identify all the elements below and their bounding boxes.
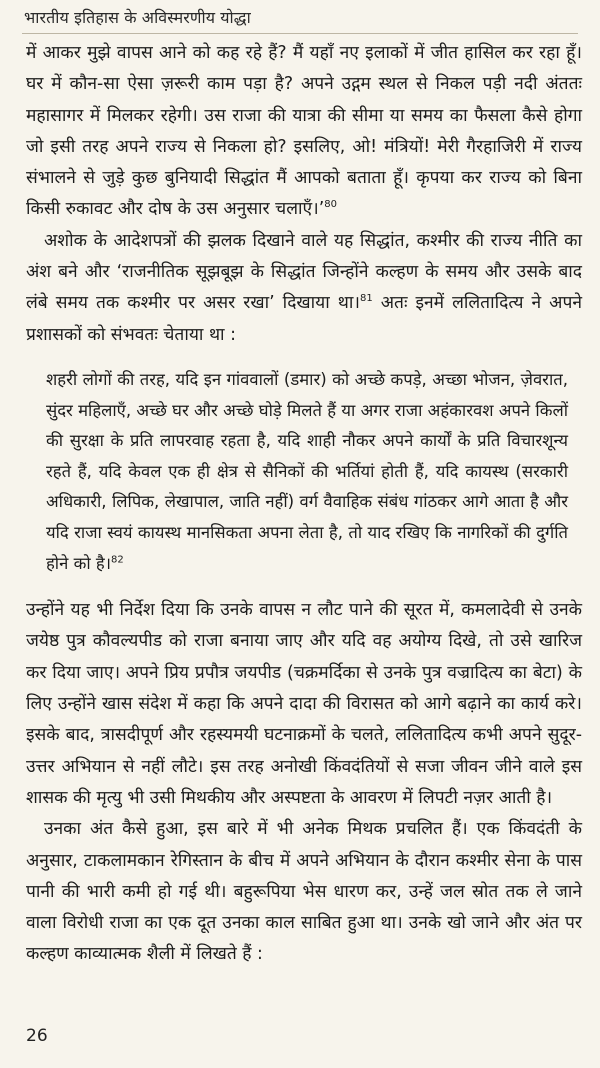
page-number: 26 — [26, 1026, 48, 1046]
paragraph-text-continued: अतः इनमें ललितादित्य ने अपने प्रशासकों को संभवतः चेताया था : — [26, 293, 582, 345]
paragraph-instructions: उन्होंने यह भी निर्देश दिया कि उनके वापस न लौट पाने की सूरत में, कमलादेवी से उनके जयेष्ठ पुत्र कौवल्यपीड को राजा बनाया जाए और यदि वह अयोग्य दिखे, तो उसे खारिज कर दिया जाए। अपने प्रिय प्रपौत्र जयपीड (चक्रमर्दिका से उनके पुत्र वज्रादित्य का बेटा) के लिए उन्होंने खास संदेश में कहा कि अपने दादा की विरासत को आगे बढ़ाने का कार्य करे। इसके बाद, त्रासदीपूर्ण और रहस्यमयी घटनाक्रमों के चलते, ललितादित्य कभी अपने सुदूर-उत्तर अभियान से नहीं लौटे। इस तरह अनोखी किंवदंतियों से सजा जीवन जीने वाले इस शासक की मृत्यु भी उसी मिथकीय और अस्पष्टता के आवरण में लिपटी नज़र आती है। — [26, 600, 582, 808]
paragraph-legend: उनका अंत कैसे हुआ, इस बारे में भी अनेक मिथक प्रचलित हैं। एक किंवदंती के अनुसार, टाकलामकान रेगिस्तान के बीच में अपने अभियान के दौरान कश्मीर सेना के पास पानी की भारी कमी हो गई थी। बहुरूपिया भेस धारण कर, उन्हें जल स्रोत तक ले जाने वाला विरोधी राजा का एक दूत उनका काल साबित हुआ था। उनके खो जाने और अंत पर कल्हण काव्यात्मक शैली में लिखते हैं : — [26, 819, 582, 965]
paragraph-text: अशोक के आदेशपत्रों की झलक दिखाने वाले यह सिद्धांत, कश्मीर की राज्य नीति का अंश बने और ‘राजनीतिक सूझबूझ के सिद्धांत जिन्होंने कल्हण के समय और उसके बाद लंबे समय तक कश्मीर पर असर रखा’ दिखाया था। — [26, 230, 582, 314]
footnote-ref: 80 — [324, 199, 337, 211]
running-header: भारतीय इतिहास के अविस्मरणीय योद्धा — [24, 8, 251, 27]
quote-text: शहरी लोगों की तरह, यदि इन गांववालों (डमार) को अच्छे कपड़े, अच्छा भोजन, ज़ेवरात, सुंदर महिलाएँ, अच्छे घर और अच्छे घोड़े मिलते हैं या अगर राजा अहंकारवश अपने किलों की सुरक्षा के प्रति लापरवाह रहता है, यदि शाही नौकर अपने कार्यों के प्रति विचारशून्य रहते हैं, यदि केवल एक ही क्षेत्र से सैनिकों की भर्तियां होती हैं, यदि कायस्थ (सरकारी अधिकारी, लिपिक, लेखापाल, जाति नहीं) वर्ग वैवाहिक संबंध गांठकर आगे आता है और यदि राजा स्वयं कायस्थ मानसिकता अपना लेता है, तो याद रखिए कि नागरिकों की दुर्गति होने को है। — [46, 369, 568, 573]
paragraph-text: में आकर मुझे वापस आने को कह रहे हैं? मैं यहाँ नए इलाकों में जीत हासिल कर रहा हूँ। घर में कौन-सा ऐसा ज़रूरी काम पड़ा है? अपने उद्गम स्थल से निकल पड़ी नदी अंततः महासागर में मिलकर रहेगी। उस राजा की यात्रा की सीमा या समय का फैसला कैसे होगा जो इसी तरह अपने राज्य से निकला हो? इसलिए, ओ! मंत्रियों! मेरी गैरहाजिरी में राज्य संभालने से जुड़े कुछ बुनियादी सिद्धांत मैं आपको बताता हूँ। कृपया कर राज्य को बिना किसी रुकावट और दोष के उस अनुसार चलाएँ।’ — [26, 43, 582, 220]
header-divider — [22, 33, 578, 34]
paragraph-quote-continuation — [26, 38, 582, 226]
footnote-ref: 81 — [359, 293, 373, 305]
footnote-ref: 82 — [111, 554, 124, 565]
block-quote — [46, 365, 568, 579]
body-text — [26, 38, 582, 971]
paragraph-ashoka — [26, 226, 582, 351]
